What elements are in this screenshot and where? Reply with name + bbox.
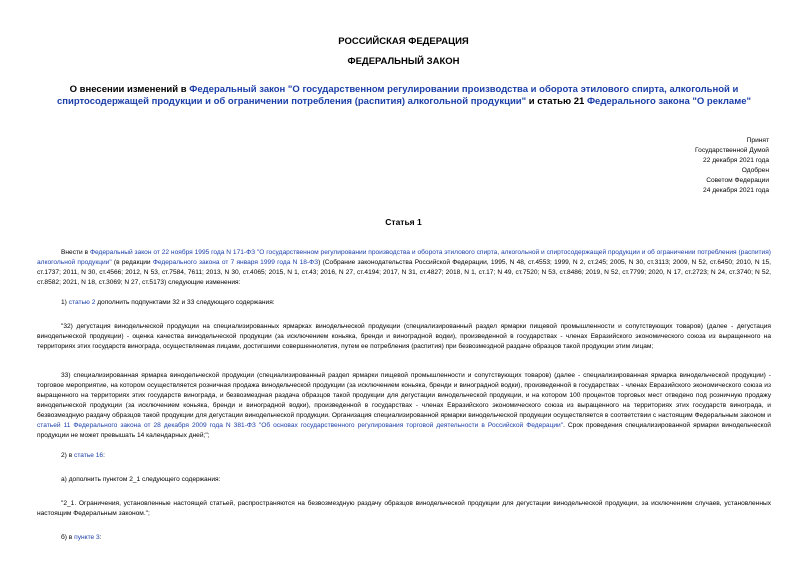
item2b-link-point-3[interactable]: пункте 3 xyxy=(74,534,100,541)
item-2-paragraph xyxy=(37,451,771,461)
approved-body: Советом Федерации xyxy=(706,177,769,184)
p33-text-1: 33) специализированная ярмарка винодельческой продукции (специализированный раздел ярмарки пищевой промышленности и сопутствующих товаров) (далее - специализированная ярмарка винодельческой продукции) - торговое мероприятие, на котором осуществляется розничная продажа винодельческой продукции (за исключением коньяка, бренди и виноградной водки), произведенной в государствах - членах Евразийского экономического союза из выращенного на территориях этих государств винограда, и безвозмездная раздача образцов такой продукции для дегустации винодельческой продукции, и на котором 100 процентов торговых мест отведено под розничную продажу винодельческой продукции (за исключением коньяка, бренди и виноградной водки), произведенной в государствах - членах Евразийского экономического союза из выращенного на территориях этих государств винограда, и безвозмездную раздачу образцов такой продукции для дегустации винодельческой продукции. Организация специализированной ярмарки винодельческой продукции осуществляется в соответствии с настоящим Федеральным законом и xyxy=(37,372,771,419)
subitem-32-paragraph: "32) дегустация винодельческой продукции на специализированных ярмарках винодельческой продукции (специализированный раздел ярмарки пищевой промышленности и сопутствующих товаров) (далее - дегустация винодельческой продукции) - оценка качества винодельческой продукции (за исключением коньяка, бренди и виноградной водки), произведенной в государствах - членах Евразийского экономического союза из выращенного на территориях этих государств винограда, осуществляемая лицами, достигшими совершеннолетия, путем ее потребления (распития) при безвозмездной раздаче образцов такой продукции этим лицам; xyxy=(37,323,771,350)
accepted-label: Принят xyxy=(746,137,769,144)
title-link-law-171[interactable]: Федеральный закон "О государственном регулировании производства и оборота этилового спирта, алкогольной и спиртосодержащей продукции и об ограничении потребления (распития) алкогольной продукции" xyxy=(56,84,739,107)
item1-text-2: дополнить подпунктами 32 и 33 следующего содержания: xyxy=(95,299,275,306)
intro-link-law-171[interactable]: Федеральный закон от 22 ноября 1995 года N 171-ФЗ "О государственном регулировании производства и оборота этилового спирта, алкогольной и спиртосодержащей продукции и об ограничении потребления (распития) алкогольной продукции" xyxy=(37,249,772,266)
title-prefix: О внесении изменений в xyxy=(69,84,190,95)
item1-text-1: 1) xyxy=(61,299,69,306)
intro-link-law-18[interactable]: Федерального закона от 7 января 1999 года N 18-ФЗ xyxy=(152,259,319,266)
title-link-advertising-law[interactable]: Федерального закона "О рекламе" xyxy=(586,96,752,107)
item2-text-2: : xyxy=(103,452,105,459)
approved-label: Одобрен xyxy=(741,167,769,174)
intro-text-3: ) (Собрание законодательства Российской Федерации, 1995, N 48, ст.4553; 1999, N 2, ст.245; 2005, N 30, ст.3113; 2009, N 52, ст.6450; 2010, N 15, ст.1737; 2011, N 30, ст.4566; 2012, N 53, ст.7584, 7611; 2013, N 30, ст.4065; 2015, N 1, ст.43; 2016, N 27, ст.4194; 2017, N 31, ст.4827; 2018, N 1, ст.17; N 49, ст.7520; N 53, ст.8486; 2019, N 52, ст.7799; 2020, N 17, ст.2723; N 24, ст.3740; N 52, ст.8582; 2021, N 18, ст.3069; N 27, ст.5173) следующие изменения: xyxy=(37,259,771,286)
p33-link-law-381[interactable]: статьей 11 Федерального закона от 28 декабря 2009 года N 381-ФЗ "Об основах государственного регулирования торговой деятельности в Российской Федерации" xyxy=(37,422,564,429)
item-2a-paragraph: а) дополнить пунктом 2_1 следующего содержания: xyxy=(61,476,221,483)
item1-link-article-2[interactable]: статью 2 xyxy=(68,299,96,306)
intro-text-2: (в редакции xyxy=(111,259,153,266)
accepted-body: Государственной Думой xyxy=(695,147,769,154)
article-heading: Статья 1 xyxy=(385,217,422,227)
doc-type-heading: ФЕДЕРАЛЬНЫЙ ЗАКОН xyxy=(347,56,460,67)
item2-text-1: 2) в xyxy=(61,452,75,459)
p33-text-2: . Срок проведения специализированной ярмарки винодельческой продукции не может превышать 14 календарных дней;"; xyxy=(37,422,771,439)
accepted-date: 22 декабря 2021 года xyxy=(703,157,769,164)
item-1-paragraph xyxy=(37,298,771,308)
approved-date: 24 декабря 2021 года xyxy=(703,187,769,194)
title-middle: и статью 21 xyxy=(526,96,587,107)
country-heading: РОССИЙСКАЯ ФЕДЕРАЦИЯ xyxy=(338,36,469,47)
article-intro-paragraph xyxy=(37,248,771,288)
subitem-33-paragraph xyxy=(37,371,771,441)
adoption-info xyxy=(695,136,769,196)
item2b-text-1: б) в xyxy=(61,534,75,541)
item2b-text-2: : xyxy=(99,534,102,541)
intro-text-1: Внести в xyxy=(61,249,90,256)
point-2-1-paragraph: "2_1. Ограничения, установленные настоящей статьей, распространяются на безвозмездную раздачу образцов винодельческой продукции для дегустации винодельческой продукции, за исключением случаев, установленных настоящим Федеральным законом."; xyxy=(37,500,771,517)
item-2b-paragraph xyxy=(37,533,771,543)
item2-link-article-16[interactable]: статье 16 xyxy=(74,452,104,459)
law-title xyxy=(28,84,780,108)
